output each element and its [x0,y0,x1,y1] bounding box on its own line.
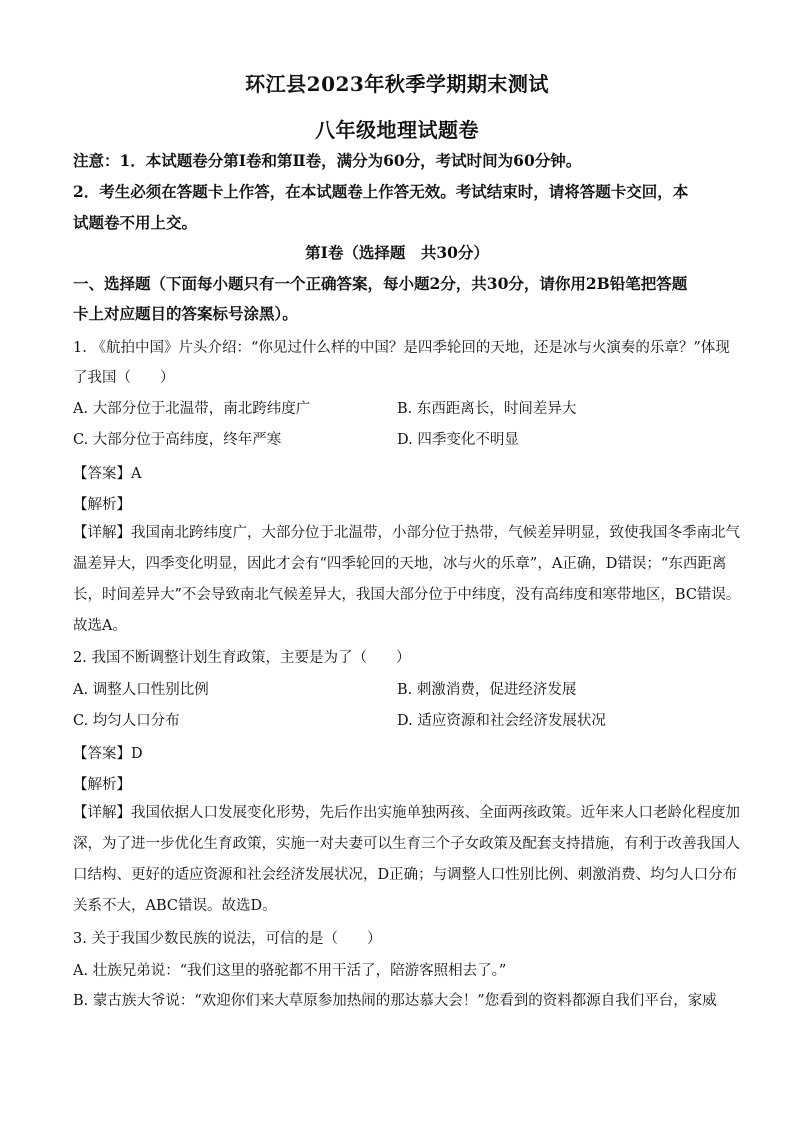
question-1-detail-2: 温差异大，四季变化明显，因此才会有“四季轮回的天地，冰与火的乐章”，A正确，D错误；“东西距离 [73,556,727,572]
exam-subtitle: 八年级地理试题卷 [315,118,479,142]
exam-title: 环江县2023年秋季学期期末测试 [245,72,549,96]
question-2-detail-3: 口结构、更好的适应资源和社会经济发展状况，D正确；与调整人口性别比例、刺激消费、均匀人口分布 [73,867,738,883]
question-2-option-c: C. 均匀人口分布 [73,713,180,729]
question-3-option-b: B. 蒙古族大爷说：“欢迎你们来大草原参加热闹的那达慕大会！”您看到的资料都源自我们平台，家威 [73,993,717,1009]
question-2-option-d: D. 适应资源和社会经济发展状况 [397,713,606,729]
question-3-option-a: A. 壮族兄弟说：“我们这里的骆驼都不用干活了，陪游客照相去了。” [73,963,507,979]
section-instruction-1: 一、选择题（下面每小题只有一个正确答案，每小题2分，共30分，请你用2B铅笔把答题 [73,274,688,293]
question-2-answer: 【答案】D [73,746,143,762]
question-1-option-b: B. 东西距离长，时间差异大 [397,401,577,417]
question-1-detail-1: 【详解】我国南北跨纬度广，大部分位于北温带，小部分位于热带，气候差异明显，致使我国冬季南北气 [73,525,740,541]
question-2-detail-4: 关系不大，ABC错误。故选D。 [73,898,277,914]
question-1-stem: 1. 《航拍中国》片头介绍：“你见过什么样的中国？是四季轮回的天地，还是冰与火演奏的乐章？”体现 [73,340,730,356]
notes-line-3: 试题卷不用上交。 [73,213,198,232]
question-2-analysis-label: 【解析】 [73,777,131,793]
question-2-stem: 2. 我国不断调整计划生育政策，主要是为了（ ） [73,650,411,666]
question-1-detail-4: 故选A。 [73,618,127,634]
question-1-option-c: C. 大部分位于高纬度，终年严寒 [73,432,282,448]
notes-line-2: 2．考生必须在答题卡上作答，在本试题卷上作答无效。考试结束时，请将答题卡交回，本 [73,182,689,201]
notes-line-1: 注意：1．本试题卷分第Ⅰ卷和第Ⅱ卷，满分为60分，考试时间为60分钟。 [73,151,582,170]
question-2-option-b: B. 刺激消费，促进经济发展 [397,682,577,698]
question-2-detail-1: 【详解】我国依据人口发展变化形势，先后作出实施单独两孩、全面两孩政策。近年来人口老龄化程度加 [73,805,740,821]
question-1-option-d: D. 四季变化不明显 [397,432,519,448]
question-1-answer: 【答案】A [73,466,142,482]
section-instruction-2: 卡上对应题目的答案标号涂黑）。 [73,304,298,323]
question-1-analysis-label: 【解析】 [73,497,131,513]
section-heading: 第Ⅰ卷（选择题 共30分） [305,243,489,262]
question-1-stem-cont: 了我国（ ） [73,370,175,386]
question-3-stem: 3. 关于我国少数民族的说法，可信的是（ ） [73,931,382,947]
question-1-detail-3: 长，时间差异大”不会导致南北气候差异大，我国大部分位于中纬度，没有高纬度和寒带地区，BC错误。 [73,587,741,603]
question-2-detail-2: 深，为了进一步优化生育政策，实施一对夫妻可以生育三个子女政策及配套支持措施，有利于改善我国人 [73,836,740,852]
question-2-option-a: A. 调整人口性别比例 [73,682,209,698]
question-1-option-a: A. 大部分位于北温带，南北跨纬度广 [73,401,311,417]
